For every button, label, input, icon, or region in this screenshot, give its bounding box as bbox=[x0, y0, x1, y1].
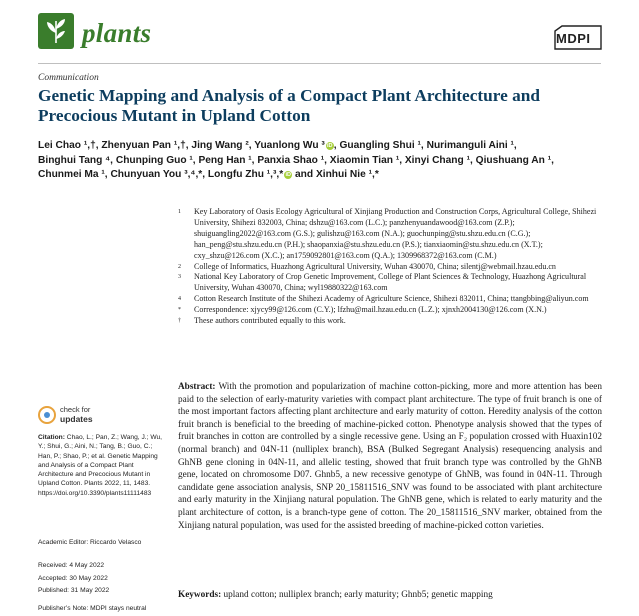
orcid-icon[interactable]: iD bbox=[327, 143, 333, 149]
orcid-icon[interactable]: iD bbox=[285, 172, 291, 178]
check-for-updates-line1: check for bbox=[60, 405, 91, 414]
journal-name: plants bbox=[82, 18, 152, 48]
affiliation-text: These authors contributed equally to this work. bbox=[194, 316, 346, 326]
check-for-updates-label bbox=[60, 406, 93, 424]
article-title: Genetic Mapping and Analysis of a Compact Plant Architecture and Precocious Mutant in Upland Cotton bbox=[38, 86, 540, 125]
article-type: Communication bbox=[38, 73, 99, 83]
affiliation-mark: 2 bbox=[178, 263, 181, 270]
academic-editor: Academic Editor: Riccardo Velasco bbox=[38, 539, 142, 546]
affiliation-mark: † bbox=[178, 318, 181, 325]
check-for-updates-icon bbox=[38, 406, 56, 424]
author-line-1b: , Guangling Shui ¹, Nurimanguli Aini ¹, bbox=[333, 140, 517, 151]
affiliation-text: National Key Laboratory of Crop Genetic Improvement, College of Plant Sciences & Technology, Huazhong Agricultural University, Wuhan 430070, China; wyl19880322@163.com bbox=[194, 272, 587, 293]
keywords bbox=[178, 590, 602, 600]
affiliation-text: Correspondence: xjycy99@126.com (C.Y.); lfzhu@mail.hzau.edu.cn (L.Z.); xjnxh2004130@126.com (X.N.) bbox=[194, 305, 547, 315]
affiliation-text: Key Laboratory of Oasis Ecology Agricultural of Xinjiang Production and Construction Corps, Agricultural College, Shihezi University, Shihezi 832003, China; dshzu@163.com (L.C.); panzhenyuandawood@163.com (Z.P.); shuiguangling2022@163.com (G.S.); gulishzu@163.com (N.A.); guochunping@stu.shzu.edu.cn (C.G.); han_peng@stu.shzu.edu.cn (P.H.); shaopanxia@stu.shzu.edu.cn (P.S.); tianxiaomin@stu.shzu.edu.cn (X.T.); cxy_shzu@126.com (X.C.); an1759092801@163.com (Q.A.); 1309968372@163.com (C.M.) bbox=[194, 207, 597, 260]
author-line-2: Binghui Tang ⁴, Chunping Guo ¹, Peng Han ¹, Panxia Shao ¹, Xiaomin Tian ¹, Xinyi Chang ¹, Qiushuang An ¹, bbox=[38, 154, 554, 166]
author-line-3b: and Xinhui Nie ¹,* bbox=[292, 169, 379, 180]
citation bbox=[38, 433, 168, 498]
affiliation-mark: 3 bbox=[178, 274, 181, 281]
accepted-date: Accepted: 30 May 2022 bbox=[38, 575, 108, 582]
check-for-updates-button[interactable] bbox=[38, 406, 133, 432]
abstract bbox=[178, 381, 602, 532]
journal-logo-icon bbox=[38, 13, 74, 49]
affiliation-mark: 4 bbox=[178, 296, 181, 303]
abstract-text: With the promotion and popularization of machine cotton-picking, more and more attention has been paid to the selection of early-maturity varieties with compact plant architecture. The type of fruit branch is one of the most important factors affecting plant architecture and early maturity of cotton. Heredity analysis of the cotton fruit branch is beneficial to the breeding of machine-picked cotton. Phenotype analysis showed that the types of fruit branches in cotton are controlled by a single recessive gene. Using an F₂ population crossed with Huaxin102 (normal branch) and 04N-11 (nulliplex branch), BSA (Bulked Segregant Analysis) resequencing analysis and GhNB gene cloning in 04N-11, and allelic testing, showed that fruit branch type was controlled by the GhNB gene, located on chromosome D07. Ghnb5, a new recessive genotype of GhNB, was found in 04N-11. Through candidate gene association analysis, SNP 20_15811516_SNV was found to be associated with plant architecture and early maturity in the Xinjiang natural population. The GhNB gene, which is related to early maturity and the plant architecture of cotton, is a branch-type gene of cotton. The 20_15811516_SNV marker, obtained from the Xinjiang natural population, was used for the assisted breeding of machine-picked cotton varieties. bbox=[178, 382, 602, 531]
equal-contribution-note bbox=[178, 316, 598, 327]
header-divider bbox=[38, 63, 601, 64]
check-for-updates-line2: updates bbox=[60, 413, 93, 424]
author-list bbox=[38, 139, 613, 183]
keywords-text: upland cotton; nulliplex branch; early maturity; Ghnb5; genetic mapping bbox=[223, 590, 493, 600]
author-line-3: Chunmei Ma ¹, Chunyuan You ³,⁴,*, Longfu Zhu ¹,³,* bbox=[38, 169, 284, 180]
affiliations bbox=[178, 207, 598, 327]
citation-label: Citation: bbox=[38, 434, 65, 441]
publisher-logo bbox=[552, 23, 604, 53]
publisher-name: MDPI bbox=[556, 31, 591, 46]
citation-text[interactable]: Chao, L.; Pan, Z.; Wang, J.; Wu, Y.; Shui, G.; Aini, N.; Tang, B.; Guo, C.; Han, P.; Shao, P.; et al. Genetic Mapping and Analysis of a Compact Plant Architecture and Precocious Mutant in Upland Cotton. Plants 2022, 11, 1483. https://doi.org/10.3390/plants11111483 bbox=[38, 434, 163, 497]
affiliation-item bbox=[178, 207, 598, 262]
affiliation-item bbox=[178, 294, 598, 305]
abstract-label: Abstract: bbox=[178, 382, 216, 392]
affiliation-mark: 1 bbox=[178, 209, 181, 215]
correspondence bbox=[178, 305, 598, 316]
keywords-label: Keywords: bbox=[178, 590, 222, 600]
published-date: Published: 31 May 2022 bbox=[38, 587, 110, 594]
affiliation-mark: * bbox=[178, 307, 181, 314]
author-line-1: Lei Chao ¹,†, Zhenyuan Pan ¹,†, Jing Wang ², Yuanlong Wu ³ bbox=[38, 140, 325, 151]
affiliation-text: Cotton Research Institute of the Shihezi Academy of Agriculture Science, Shihezi 832011, China; ttangbbing@aliyun.com bbox=[194, 294, 589, 304]
affiliation-item bbox=[178, 262, 598, 273]
affiliation-item bbox=[178, 272, 598, 294]
received-date: Received: 4 May 2022 bbox=[38, 562, 105, 569]
publisher-note: Publisher’s Note: MDPI stays neutral bbox=[38, 605, 147, 612]
affiliation-text: College of Informatics, Huazhong Agricultural University, Wuhan 430070, China; silentj@webmail.hzau.edu.cn bbox=[194, 261, 556, 271]
